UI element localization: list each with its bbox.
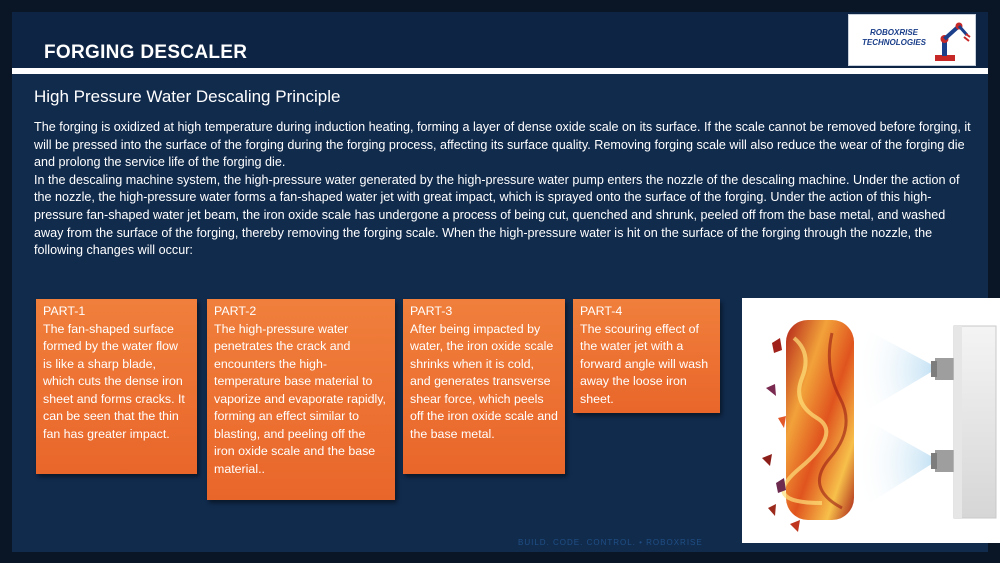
part-card bbox=[573, 299, 720, 413]
part-text: The fan-shaped surface formed by the water flow is like a sharp blade, which cuts the dense iron sheet and forms cracks. It can be seen that the thin fan has greater impact. bbox=[43, 321, 185, 441]
description-text bbox=[34, 119, 972, 260]
title-bar bbox=[12, 12, 988, 70]
paragraph: The forging is oxidized at high temperature during induction heating, forming a layer of dense oxide scale on its surface. If the scale cannot be removed before forging, it will be pressed into the surface of the forging during the forging process, affecting its surface quality. Removing forging scale will also reduce the wear of the forging die and prolong the service life of the forging die. bbox=[34, 120, 971, 170]
logo-text: ROBOXRISE TECHNOLOGIES bbox=[861, 28, 926, 47]
part-title: PART-3 bbox=[410, 304, 453, 318]
part-text: The scouring effect of the water jet with a forward angle will wash away the loose iron sheet. bbox=[580, 321, 709, 406]
section-subtitle: High Pressure Water Descaling Principle bbox=[34, 87, 341, 106]
robot-arm-icon bbox=[931, 17, 971, 63]
part-text: The high-pressure water penetrates the crack and encounters the high-temperature base material to vaporize and evaporate rapidly, forming an effect similar to blasting, and peeling off the iron oxide scale and the base material.. bbox=[214, 321, 386, 476]
paragraph: In the descaling machine system, the high-pressure water generated by the high-pressure water pump enters the nozzle of the descaling machine. Under the action of the nozzle, the high-pressure water forms a fan-shaped water jet with great impact, which is sprayed onto the surface of the forging. Under the action of this high-pressure fan-shaped water jet beam, the iron oxide scale has undergone a process of being cut, quenched and shrunk, peeled off from the base metal, and washed away from the surface of the forging, thereby removing the forging scale. When the high-pressure water is hit on the surface of the forging through the nozzle, the following changes will occur: bbox=[34, 172, 960, 258]
part-title: PART-1 bbox=[43, 304, 86, 318]
part-card bbox=[36, 299, 197, 474]
footer-tagline: BUILD. CODE. CONTROL. • ROBOXRISE bbox=[518, 538, 703, 547]
part-text: After being impacted by water, the iron oxide scale shrinks when it is cold, and generates transverse shear force, which peels off the iron oxide scale and the base metal. bbox=[410, 321, 558, 441]
descaling-illustration bbox=[742, 298, 1000, 543]
company-logo bbox=[848, 14, 976, 66]
part-card bbox=[207, 299, 395, 500]
page-title: FORGING DESCALER bbox=[44, 42, 248, 63]
hot-forging-water-jet-image bbox=[742, 298, 1000, 543]
part-title: PART-2 bbox=[214, 304, 257, 318]
part-card bbox=[403, 299, 565, 474]
part-title: PART-4 bbox=[580, 304, 623, 318]
header-divider bbox=[12, 68, 988, 74]
